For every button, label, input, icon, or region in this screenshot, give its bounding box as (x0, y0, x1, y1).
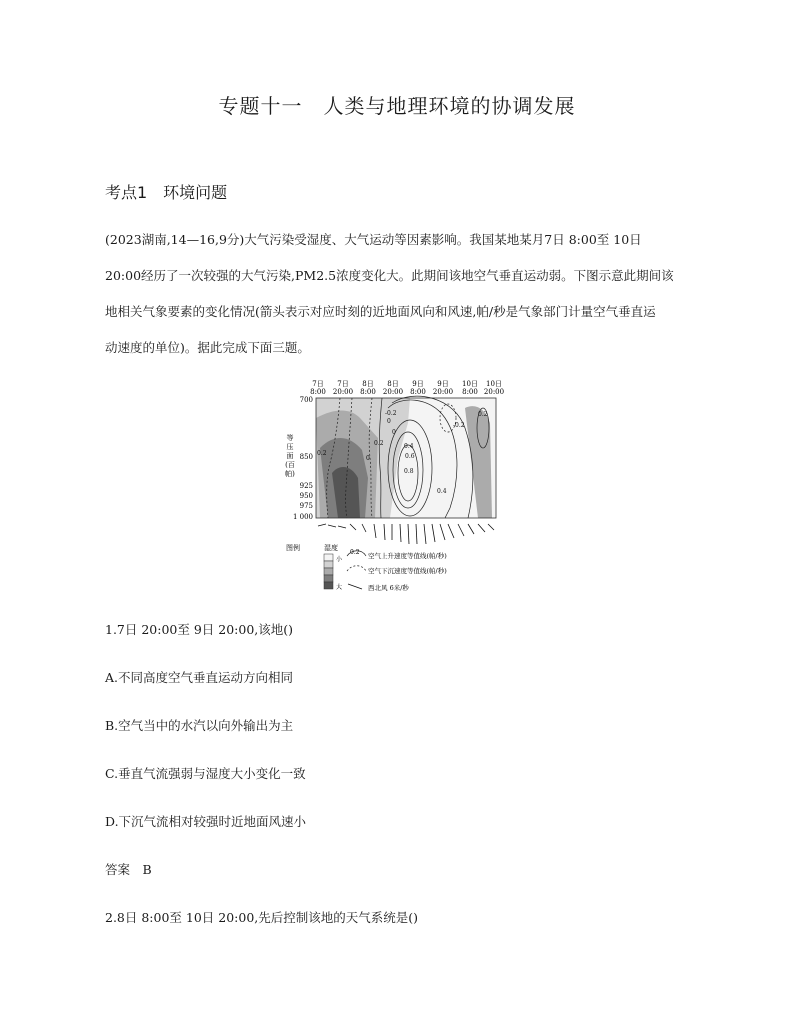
y-axis-label: 帕) (285, 470, 295, 478)
legend-title: 图例 (286, 544, 300, 552)
question-1-option-a: A.不同高度空气垂直运动方向相同 (105, 670, 294, 685)
intro-line: 动速度的单位)。据此完成下面三题。 (105, 340, 310, 355)
contour-label: 0.6 (405, 453, 415, 460)
question-1-option-d: D.下沉气流相对较强时近地面风速小 (105, 814, 307, 829)
time-label-hour: 8:00 (410, 388, 426, 396)
section-heading: 考点1 环境问题 (105, 183, 228, 202)
contour-label: 0 (392, 429, 396, 436)
contour-label: 0.8 (404, 468, 414, 475)
contour-label: 0 (366, 455, 370, 462)
figure-svg (280, 378, 510, 593)
time-label-day: 9日 (437, 380, 449, 388)
contour-label: -0.2 (453, 422, 465, 429)
wind-arrows (318, 524, 494, 544)
contour-label: 0 (387, 418, 391, 425)
y-axis-label: 压 (286, 443, 294, 451)
question-1-answer: 答案 B (105, 862, 152, 877)
y-tick: 975 (299, 502, 313, 510)
contour-label: 0.2 (478, 411, 488, 418)
y-tick: 850 (299, 453, 313, 461)
legend-down-text: 空气下沉速度等值线(帕/秒) (368, 567, 447, 575)
legend-humidity: 湿度 (324, 544, 338, 552)
y-tick: 950 (299, 492, 313, 500)
y-tick: 1 000 (292, 513, 313, 521)
down-contour-sample-icon (347, 566, 366, 571)
legend-value: 0.2 (350, 549, 360, 556)
legend-small: 小 (336, 556, 343, 563)
time-label-day: 7日 (337, 380, 349, 388)
weather-figure (280, 378, 510, 593)
y-axis-label: (百 (285, 461, 295, 469)
time-label-hour: 20:00 (332, 388, 354, 396)
time-label-hour: 8:00 (310, 388, 326, 396)
y-tick: 925 (299, 482, 313, 490)
time-label-day: 8日 (387, 380, 399, 388)
question-2-stem: 2.8日 8:00至 10日 20:00,先后控制该地的天气系统是() (105, 910, 419, 925)
contour-label: 0.4 (404, 443, 414, 450)
page-title: 专题十一 人类与地理环境的协调发展 (218, 94, 576, 118)
time-label-hour: 20:00 (483, 388, 505, 396)
time-label-hour: 8:00 (360, 388, 376, 396)
time-label-day: 7日 (312, 380, 324, 388)
legend-up-text: 空气上升速度等值线(帕/秒) (368, 552, 447, 560)
wind-arrow-sample-icon (348, 584, 362, 589)
time-label-hour: 20:00 (432, 388, 454, 396)
contour-label: 0.2 (374, 440, 384, 447)
y-tick: 700 (299, 396, 313, 404)
humidity-legend-swatches (324, 554, 333, 589)
time-label-day: 10日 (462, 380, 478, 388)
intro-paragraph (105, 222, 705, 366)
question-1-option-c: C.垂直气流强弱与湿度大小变化一致 (105, 766, 306, 781)
time-label-hour: 20:00 (382, 388, 404, 396)
time-label-day: 10日 (486, 380, 502, 388)
legend-wind-text: 西北风 6米/秒 (368, 584, 409, 592)
contour-label: -0.2 (385, 410, 397, 417)
contour-label: 0.4 (437, 488, 447, 495)
y-axis-label: 等 (286, 434, 294, 442)
legend-large: 大 (336, 584, 343, 591)
contour-label: 0.2 (317, 450, 327, 457)
intro-line: (2023湖南,14—16,9分)大气污染受湿度、大气运动等因素影响。我国某地某月7日 8:00至 10日 (105, 232, 642, 247)
question-1-option-b: B.空气当中的水汽以向外输出为主 (105, 718, 294, 733)
time-label-hour: 8:00 (462, 388, 478, 396)
y-axis-label: 面 (286, 452, 294, 460)
question-1-stem: 1.7日 20:00至 9日 20:00,该地() (105, 622, 294, 637)
intro-line: 20:00经历了一次较强的大气污染,PM2.5浓度变化大。此期间该地空气垂直运动弱。下图示意此期间该 (105, 268, 674, 283)
time-label-day: 8日 (362, 380, 374, 388)
intro-line: 地相关气象要素的变化情况(箭头表示对应时刻的近地面风向和风速,帕/秒是气象部门计量空气垂直运 (105, 304, 656, 319)
time-label-day: 9日 (412, 380, 424, 388)
